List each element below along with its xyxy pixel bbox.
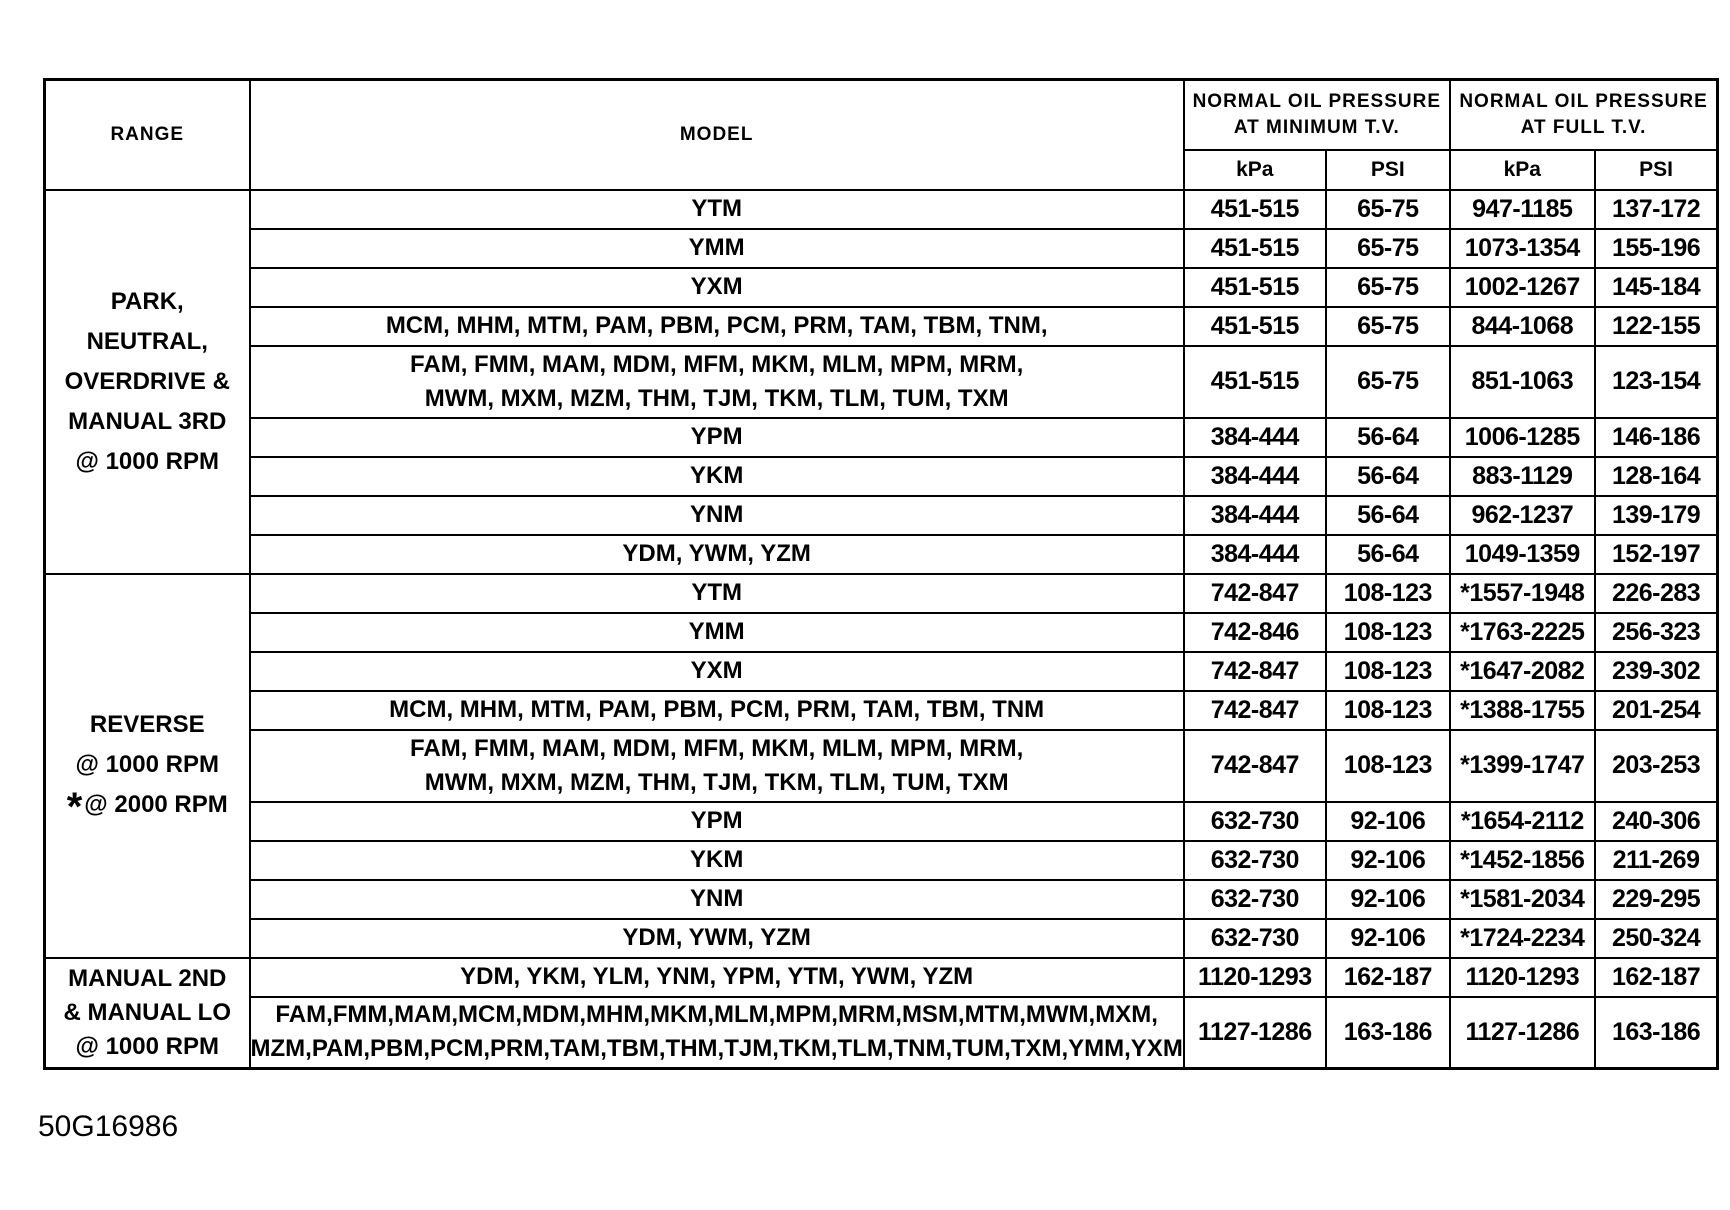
min-psi-cell: 65-75 <box>1326 190 1450 229</box>
model-line: FAM, FMM, MAM, MDM, MFM, MKM, MLM, MPM, MRM, <box>410 350 1024 378</box>
full-psi-cell: 145-184 <box>1595 268 1718 307</box>
model-line: MCM, MHM, MTM, PAM, PBM, PCM, PRM, TAM, TBM, TNM <box>389 696 1045 723</box>
min-kpa-cell: 451-515 <box>1184 229 1326 268</box>
full-tv-header-line2: AT FULL T.V. <box>1520 116 1647 138</box>
full-kpa-cell: 1127-1286 <box>1450 997 1595 1069</box>
min-kpa-cell: 742-847 <box>1184 691 1326 730</box>
model-line: FAM, FMM, MAM, MDM, MFM, MKM, MLM, MPM, MRM, <box>410 734 1024 762</box>
full-psi-cell: 137-172 <box>1595 190 1718 229</box>
min-psi-cell: 92-106 <box>1326 919 1450 958</box>
range-line: NEUTRAL, <box>86 327 208 355</box>
min-tv-header <box>1184 80 1450 150</box>
table-row <box>45 418 1718 457</box>
full-psi-cell: 128-164 <box>1595 457 1718 496</box>
min-psi-cell: 108-123 <box>1326 730 1450 802</box>
min-kpa-cell: 451-515 <box>1184 346 1326 418</box>
full-kpa-cell: 1002-1267 <box>1450 268 1595 307</box>
table-row <box>45 346 1718 418</box>
model-header: MODEL <box>250 80 1184 190</box>
full-kpa-header: kPa <box>1450 150 1595 190</box>
min-psi-cell: 108-123 <box>1326 652 1450 691</box>
model-cell <box>250 652 1184 691</box>
full-kpa-cell: 1120-1293 <box>1450 958 1595 997</box>
table-row <box>45 841 1718 880</box>
table-row <box>45 574 1718 613</box>
full-psi-cell: 229-295 <box>1595 880 1718 919</box>
model-line: YKM <box>689 462 744 489</box>
model-line: YXM <box>690 273 743 300</box>
model-cell <box>250 613 1184 652</box>
range-line: @ 1000 RPM <box>75 1032 219 1060</box>
table-row <box>45 919 1718 958</box>
min-kpa-cell: 384-444 <box>1184 418 1326 457</box>
range-line: @ 2000 RPM <box>84 790 228 818</box>
full-psi-cell: 256-323 <box>1595 613 1718 652</box>
full-kpa-cell: 1073-1354 <box>1450 229 1595 268</box>
model-line: YPM <box>690 423 743 450</box>
min-kpa-cell: 451-515 <box>1184 307 1326 346</box>
range-line: REVERSE <box>89 710 205 738</box>
full-kpa-cell: *1581-2034 <box>1450 880 1595 919</box>
full-kpa-cell: 844-1068 <box>1450 307 1595 346</box>
full-psi-cell: 162-187 <box>1595 958 1718 997</box>
min-psi-cell: 65-75 <box>1326 307 1450 346</box>
model-line: MZM,PAM,PBM,PCM,PRM,TAM,TBM,THM,TJM,TKM,TLM,TNM,TUM,TXM,YMM,YXM <box>250 1035 1183 1063</box>
min-kpa-cell: 632-730 <box>1184 841 1326 880</box>
full-kpa-cell: 962-1237 <box>1450 496 1595 535</box>
table-row <box>45 958 1718 997</box>
model-line: FAM,FMM,MAM,MCM,MDM,MHM,MKM,MLM,MPM,MRM,MSM,MTM,MWM,MXM, <box>275 1001 1158 1029</box>
model-line: YNM <box>689 501 744 528</box>
table-row <box>45 691 1718 730</box>
full-psi-cell: 226-283 <box>1595 574 1718 613</box>
full-psi-cell: 203-253 <box>1595 730 1718 802</box>
range-line: MANUAL 3RD <box>68 407 227 435</box>
min-psi-cell: 65-75 <box>1326 229 1450 268</box>
table-row <box>45 652 1718 691</box>
asterisk-mark: * <box>66 784 83 829</box>
min-tv-header-line2: AT MINIMUM T.V. <box>1233 116 1400 138</box>
table-row <box>45 190 1718 229</box>
full-psi-cell: 250-324 <box>1595 919 1718 958</box>
full-kpa-cell: 1049-1359 <box>1450 535 1595 574</box>
model-cell <box>250 958 1184 997</box>
table-row <box>45 613 1718 652</box>
full-kpa-cell: *1388-1755 <box>1450 691 1595 730</box>
range-line: PARK, <box>110 287 184 315</box>
full-kpa-cell: *1452-1856 <box>1450 841 1595 880</box>
model-cell <box>250 307 1184 346</box>
model-cell <box>250 535 1184 574</box>
table-row <box>45 496 1718 535</box>
full-psi-cell: 155-196 <box>1595 229 1718 268</box>
range-line: & MANUAL LO <box>63 998 232 1026</box>
range-cell <box>45 574 250 958</box>
min-psi-cell: 108-123 <box>1326 691 1450 730</box>
model-cell <box>250 802 1184 841</box>
min-kpa-cell: 632-730 <box>1184 919 1326 958</box>
min-kpa-header: kPa <box>1184 150 1326 190</box>
min-kpa-cell: 742-847 <box>1184 730 1326 802</box>
model-cell <box>250 880 1184 919</box>
table-row <box>45 880 1718 919</box>
min-psi-cell: 108-123 <box>1326 574 1450 613</box>
range-line-starred <box>46 785 249 827</box>
model-cell <box>250 841 1184 880</box>
model-line: YTM <box>691 195 742 222</box>
min-kpa-cell: 451-515 <box>1184 268 1326 307</box>
range-header: RANGE <box>45 80 250 190</box>
full-psi-header: PSI <box>1595 150 1718 190</box>
model-cell <box>250 730 1184 802</box>
model-cell <box>250 691 1184 730</box>
min-psi-cell: 56-64 <box>1326 418 1450 457</box>
model-line: YDM, YKM, YLM, YNM, YPM, YTM, YWM, YZM <box>460 963 974 990</box>
table-row <box>45 730 1718 802</box>
full-kpa-cell: *1557-1948 <box>1450 574 1595 613</box>
oil-pressure-table-container <box>43 78 1719 1070</box>
min-psi-cell: 163-186 <box>1326 997 1450 1069</box>
min-psi-header: PSI <box>1326 150 1450 190</box>
min-psi-cell: 65-75 <box>1326 346 1450 418</box>
range-cell <box>45 958 250 1069</box>
min-kpa-cell: 1127-1286 <box>1184 997 1326 1069</box>
range-line: @ 1000 RPM <box>75 750 219 778</box>
min-psi-cell: 92-106 <box>1326 841 1450 880</box>
min-psi-cell: 65-75 <box>1326 268 1450 307</box>
model-line: YDM, YWM, YZM <box>622 540 811 567</box>
min-psi-cell: 92-106 <box>1326 880 1450 919</box>
full-psi-cell: 211-269 <box>1595 841 1718 880</box>
full-psi-cell: 122-155 <box>1595 307 1718 346</box>
full-psi-cell: 201-254 <box>1595 691 1718 730</box>
model-line: YNM <box>689 885 744 912</box>
full-psi-cell: 123-154 <box>1595 346 1718 418</box>
full-kpa-cell: *1647-2082 <box>1450 652 1595 691</box>
table-row <box>45 535 1718 574</box>
model-cell <box>250 919 1184 958</box>
min-psi-cell: 92-106 <box>1326 802 1450 841</box>
range-line: @ 1000 RPM <box>75 447 219 475</box>
table-row <box>45 268 1718 307</box>
model-cell <box>250 346 1184 418</box>
model-line: YMM <box>688 618 745 645</box>
min-psi-cell: 56-64 <box>1326 535 1450 574</box>
full-kpa-cell: 1006-1285 <box>1450 418 1595 457</box>
min-kpa-cell: 742-847 <box>1184 652 1326 691</box>
model-cell <box>250 574 1184 613</box>
full-psi-cell: 146-186 <box>1595 418 1718 457</box>
full-kpa-cell: *1399-1747 <box>1450 730 1595 802</box>
model-line: YKM <box>689 846 744 873</box>
table-body <box>45 190 1718 1069</box>
table-row <box>45 457 1718 496</box>
full-kpa-cell: 947-1185 <box>1450 190 1595 229</box>
model-cell <box>250 190 1184 229</box>
min-kpa-cell: 632-730 <box>1184 802 1326 841</box>
model-line: YMM <box>688 234 745 261</box>
oil-pressure-spec-table <box>43 78 1719 1070</box>
model-line: MWM, MXM, MZM, THM, TJM, TKM, TLM, TUM, TXM <box>424 768 1009 796</box>
min-psi-cell: 56-64 <box>1326 457 1450 496</box>
full-psi-cell: 239-302 <box>1595 652 1718 691</box>
model-cell <box>250 457 1184 496</box>
full-kpa-cell: 851-1063 <box>1450 346 1595 418</box>
full-kpa-cell: *1763-2225 <box>1450 613 1595 652</box>
min-kpa-cell: 384-444 <box>1184 457 1326 496</box>
full-psi-cell: 139-179 <box>1595 496 1718 535</box>
min-psi-cell: 56-64 <box>1326 496 1450 535</box>
model-line: MCM, MHM, MTM, PAM, PBM, PCM, PRM, TAM, TBM, TNM, <box>385 312 1048 339</box>
min-kpa-cell: 632-730 <box>1184 880 1326 919</box>
model-line: MWM, MXM, MZM, THM, TJM, TKM, TLM, TUM, TXM <box>424 384 1009 412</box>
model-cell <box>250 268 1184 307</box>
full-psi-cell: 163-186 <box>1595 997 1718 1069</box>
min-kpa-cell: 451-515 <box>1184 190 1326 229</box>
min-kpa-cell: 742-846 <box>1184 613 1326 652</box>
full-tv-header <box>1450 80 1718 150</box>
model-cell <box>250 496 1184 535</box>
min-kpa-cell: 1120-1293 <box>1184 958 1326 997</box>
full-psi-cell: 240-306 <box>1595 802 1718 841</box>
model-line: YXM <box>690 657 743 684</box>
model-cell <box>250 229 1184 268</box>
model-line: YTM <box>691 579 742 606</box>
full-kpa-cell: *1654-2112 <box>1450 802 1595 841</box>
min-kpa-cell: 384-444 <box>1184 496 1326 535</box>
range-line: OVERDRIVE & <box>64 367 230 395</box>
full-tv-header-line1: NORMAL OIL PRESSURE <box>1459 90 1708 112</box>
min-psi-cell: 162-187 <box>1326 958 1450 997</box>
min-psi-cell: 108-123 <box>1326 613 1450 652</box>
table-row <box>45 802 1718 841</box>
model-line: YPM <box>690 807 743 834</box>
model-line: YDM, YWM, YZM <box>622 924 811 951</box>
full-kpa-cell: 883-1129 <box>1450 457 1595 496</box>
table-row <box>45 229 1718 268</box>
min-kpa-cell: 742-847 <box>1184 574 1326 613</box>
model-cell <box>250 418 1184 457</box>
full-kpa-cell: *1724-2234 <box>1450 919 1595 958</box>
table-row <box>45 997 1718 1069</box>
figure-id: 50G16986 <box>38 1110 179 1143</box>
range-cell <box>45 190 250 574</box>
min-kpa-cell: 384-444 <box>1184 535 1326 574</box>
min-tv-header-line1: NORMAL OIL PRESSURE <box>1192 90 1442 112</box>
table-row <box>45 307 1718 346</box>
model-cell <box>250 997 1184 1069</box>
range-line: MANUAL 2ND <box>68 964 227 992</box>
full-psi-cell: 152-197 <box>1595 535 1718 574</box>
